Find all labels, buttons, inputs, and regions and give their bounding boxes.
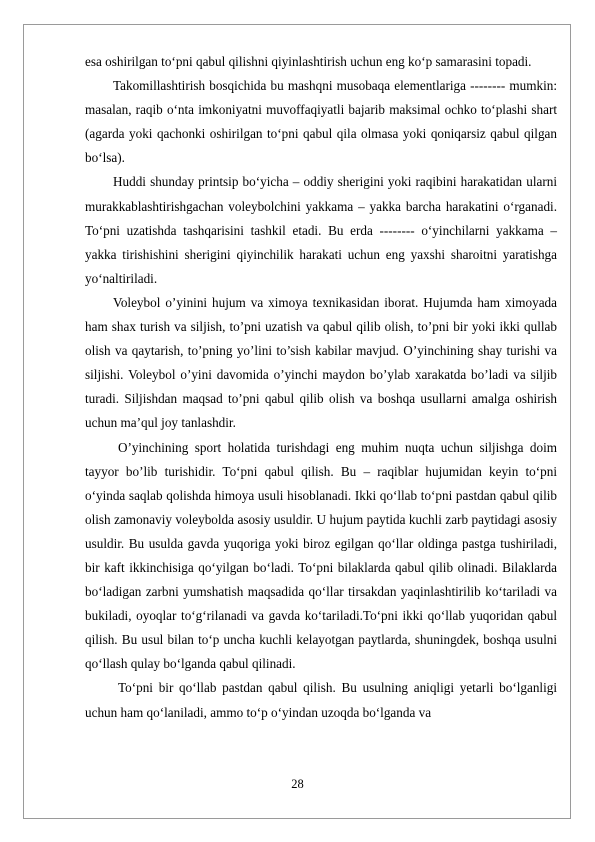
paragraph: Takomillashtirish bosqichida bu mashqni musobaqa elementlariga -------- mumkin: masalan, raqib o‘nta imkoniyatni muvoffaqiyatli bajarib maksimal ochko to‘plashi shart (agarda yoki qachonki oshirilgan to‘pni qabul qila olmasa yoki qoniqarsiz qabul qilgan bo‘lsa). [85, 78, 557, 166]
page-number: 28 [291, 777, 304, 791]
paragraph: Huddi shunday printsip bo‘yicha – oddiy sherigini yoki raqibini harakatidan ularni murakkablashtirishgachan voleybolchini yakkama – yakka barcha harakatini o‘rganadi. To‘pni uzatishda tashqarisini tashkil etadi. Bu erda -------- o‘yinchilarni yakkama – yakka tirishishini sherigini qiyinchilik harakati uchun eng yaxshi sharoitni yaratishga yo‘naltiriladi. [85, 174, 557, 286]
paragraph: O’yinchining sport holatida turishdagi eng muhim nuqta uchun siljishga doim tayyor bo’lib turishidir. To‘pni qabul qilish. Bu – raqiblar hujumidan keyin to‘pni o‘yinda saqlab qolishda himoya usuli hisoblanadi. Ikki qo‘llab to‘pni pastdan qabul qilib olish zamonaviy voleybolda asosiy usuldir. U hujum paytida kuchli zarb paytidagi asosiy usuldir. Bu usulda gavda yuqoriga yoki biroz egilgan qo‘llar oldinga pastga tushiriladi, bir kaft ikkinchisiga qo‘yilgan bo‘ladi. To‘pni bilaklarda qabul qilib olinadi. Bilaklarda bo‘ladigan zarbni yumshatish maqsadida qo‘llar tirsakdan yaqinlashtirilib ko‘tariladi va bukiladi, oyoqlar to‘g‘rilanadi va gavda ko‘tariladi.To‘pni ikki qo‘llab yuqoridan qabul qilish. Bu usul bilan to‘p uncha kuchli kelayotgan paytlarda, shuningdek, boshqa usulni qo‘llash qulay bo‘lganda qabul qilinadi. [85, 439, 557, 672]
paragraph: Voleybol o’yinini hujum va ximoya texnikasidan iborat. Hujumda ham ximoyada ham shax turish va siljish, to’pni uzatish va qabul qilib olish, to’pni bir yoki ikki qullab olish va qaytarish, to’pning yo’lini to’sish kabilar mavjud. O’yinchining shay turishi va siljishi. Voleybol o’yini davomida o’yinchi maydon bo’ylab xarakatda bo’ladi va siljib turadi. Siljishdan maqsad to’pni qabul qilib olish va boshqa usullarni amalga oshirish uchun ma’qul joy tanlashdir. [85, 294, 557, 431]
paragraph: To‘pni bir qo‘llab pastdan qabul qilish. Bu usulning aniqligi yetarli bo‘lganligi uchun ham qo‘laniladi, ammo to‘p o‘yindan uzoqda bo‘lganda va [85, 680, 557, 720]
paragraph-continuation: esa oshirilgan to‘pni qabul qilishni qiyinlashtirish uchun eng ko‘p samarasini topadi. [85, 54, 532, 69]
document-body [85, 50, 557, 725]
